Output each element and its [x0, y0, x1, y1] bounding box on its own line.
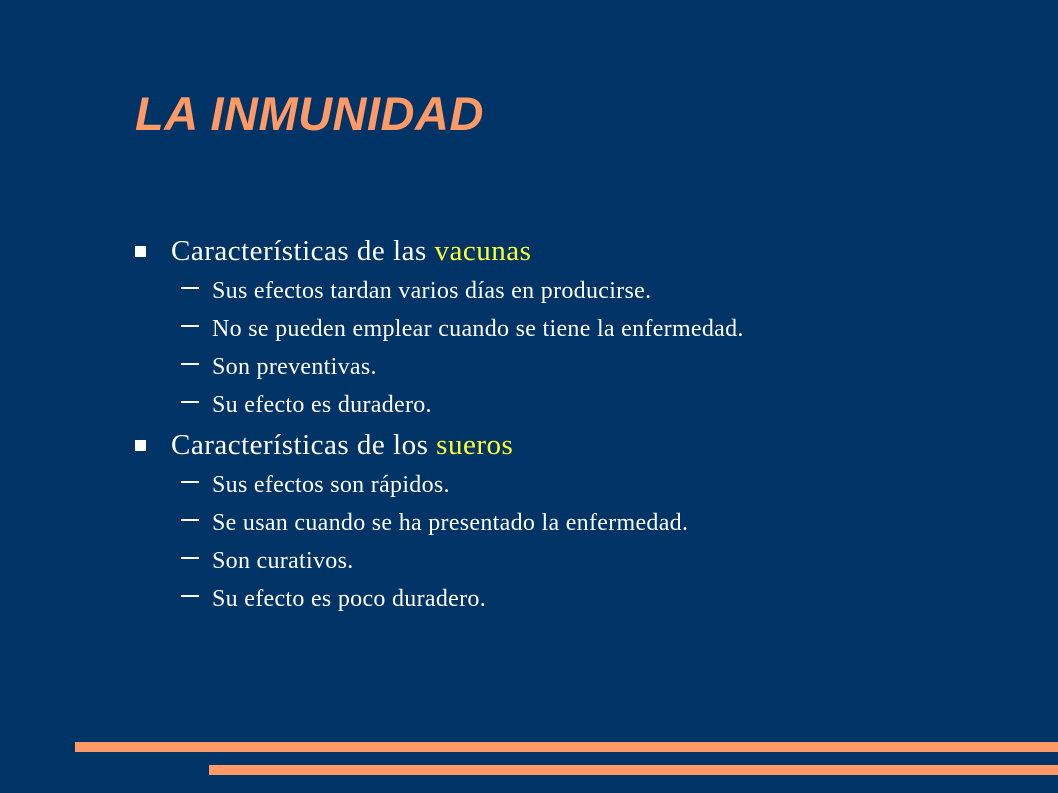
- heading-prefix: Características de los: [171, 428, 437, 461]
- heading-text: [171, 429, 513, 462]
- square-bullet-icon: [135, 440, 146, 451]
- list-item-text: Sus efectos son rápidos.: [212, 471, 450, 498]
- list-item: [135, 272, 1035, 310]
- dash-bullet-icon: [181, 557, 199, 559]
- list-item: [135, 466, 1035, 504]
- decorative-bar-bottom: [209, 765, 1058, 775]
- slide-title: LA INMUNIDAD: [135, 87, 484, 140]
- section-heading: [135, 424, 1035, 466]
- list-item: [135, 542, 1035, 580]
- slide-content: [135, 230, 1035, 618]
- list-item-text: Son preventivas.: [212, 353, 377, 380]
- section-vacunas: [135, 230, 1035, 424]
- list-item-text: Sus efectos tardan varios días en producirse.: [212, 277, 652, 304]
- dash-bullet-icon: [181, 595, 199, 597]
- list-item-text: Su efecto es poco duradero.: [212, 585, 486, 612]
- heading-accent: sueros: [436, 428, 514, 461]
- dash-bullet-icon: [181, 325, 199, 327]
- heading-prefix: Características de las: [171, 234, 435, 267]
- list-item-text: No se pueden emplear cuando se tiene la enfermedad.: [212, 315, 744, 342]
- dash-bullet-icon: [181, 519, 199, 521]
- list-item-text: Se usan cuando se ha presentado la enfermedad.: [212, 509, 689, 536]
- square-bullet-icon: [135, 246, 146, 257]
- list-item-text: Su efecto es duradero.: [212, 391, 432, 418]
- decorative-bar-top: [75, 742, 1058, 752]
- dash-bullet-icon: [181, 363, 199, 365]
- list-item: [135, 386, 1035, 424]
- list-item: [135, 504, 1035, 542]
- dash-bullet-icon: [181, 287, 199, 289]
- heading-text: [171, 235, 531, 268]
- section-heading: [135, 230, 1035, 272]
- heading-accent: vacunas: [434, 234, 532, 267]
- section-sueros: [135, 424, 1035, 618]
- list-item-text: Son curativos.: [212, 547, 354, 574]
- dash-bullet-icon: [181, 481, 199, 483]
- dash-bullet-icon: [181, 401, 199, 403]
- list-item: [135, 580, 1035, 618]
- list-item: [135, 310, 1035, 348]
- list-item: [135, 348, 1035, 386]
